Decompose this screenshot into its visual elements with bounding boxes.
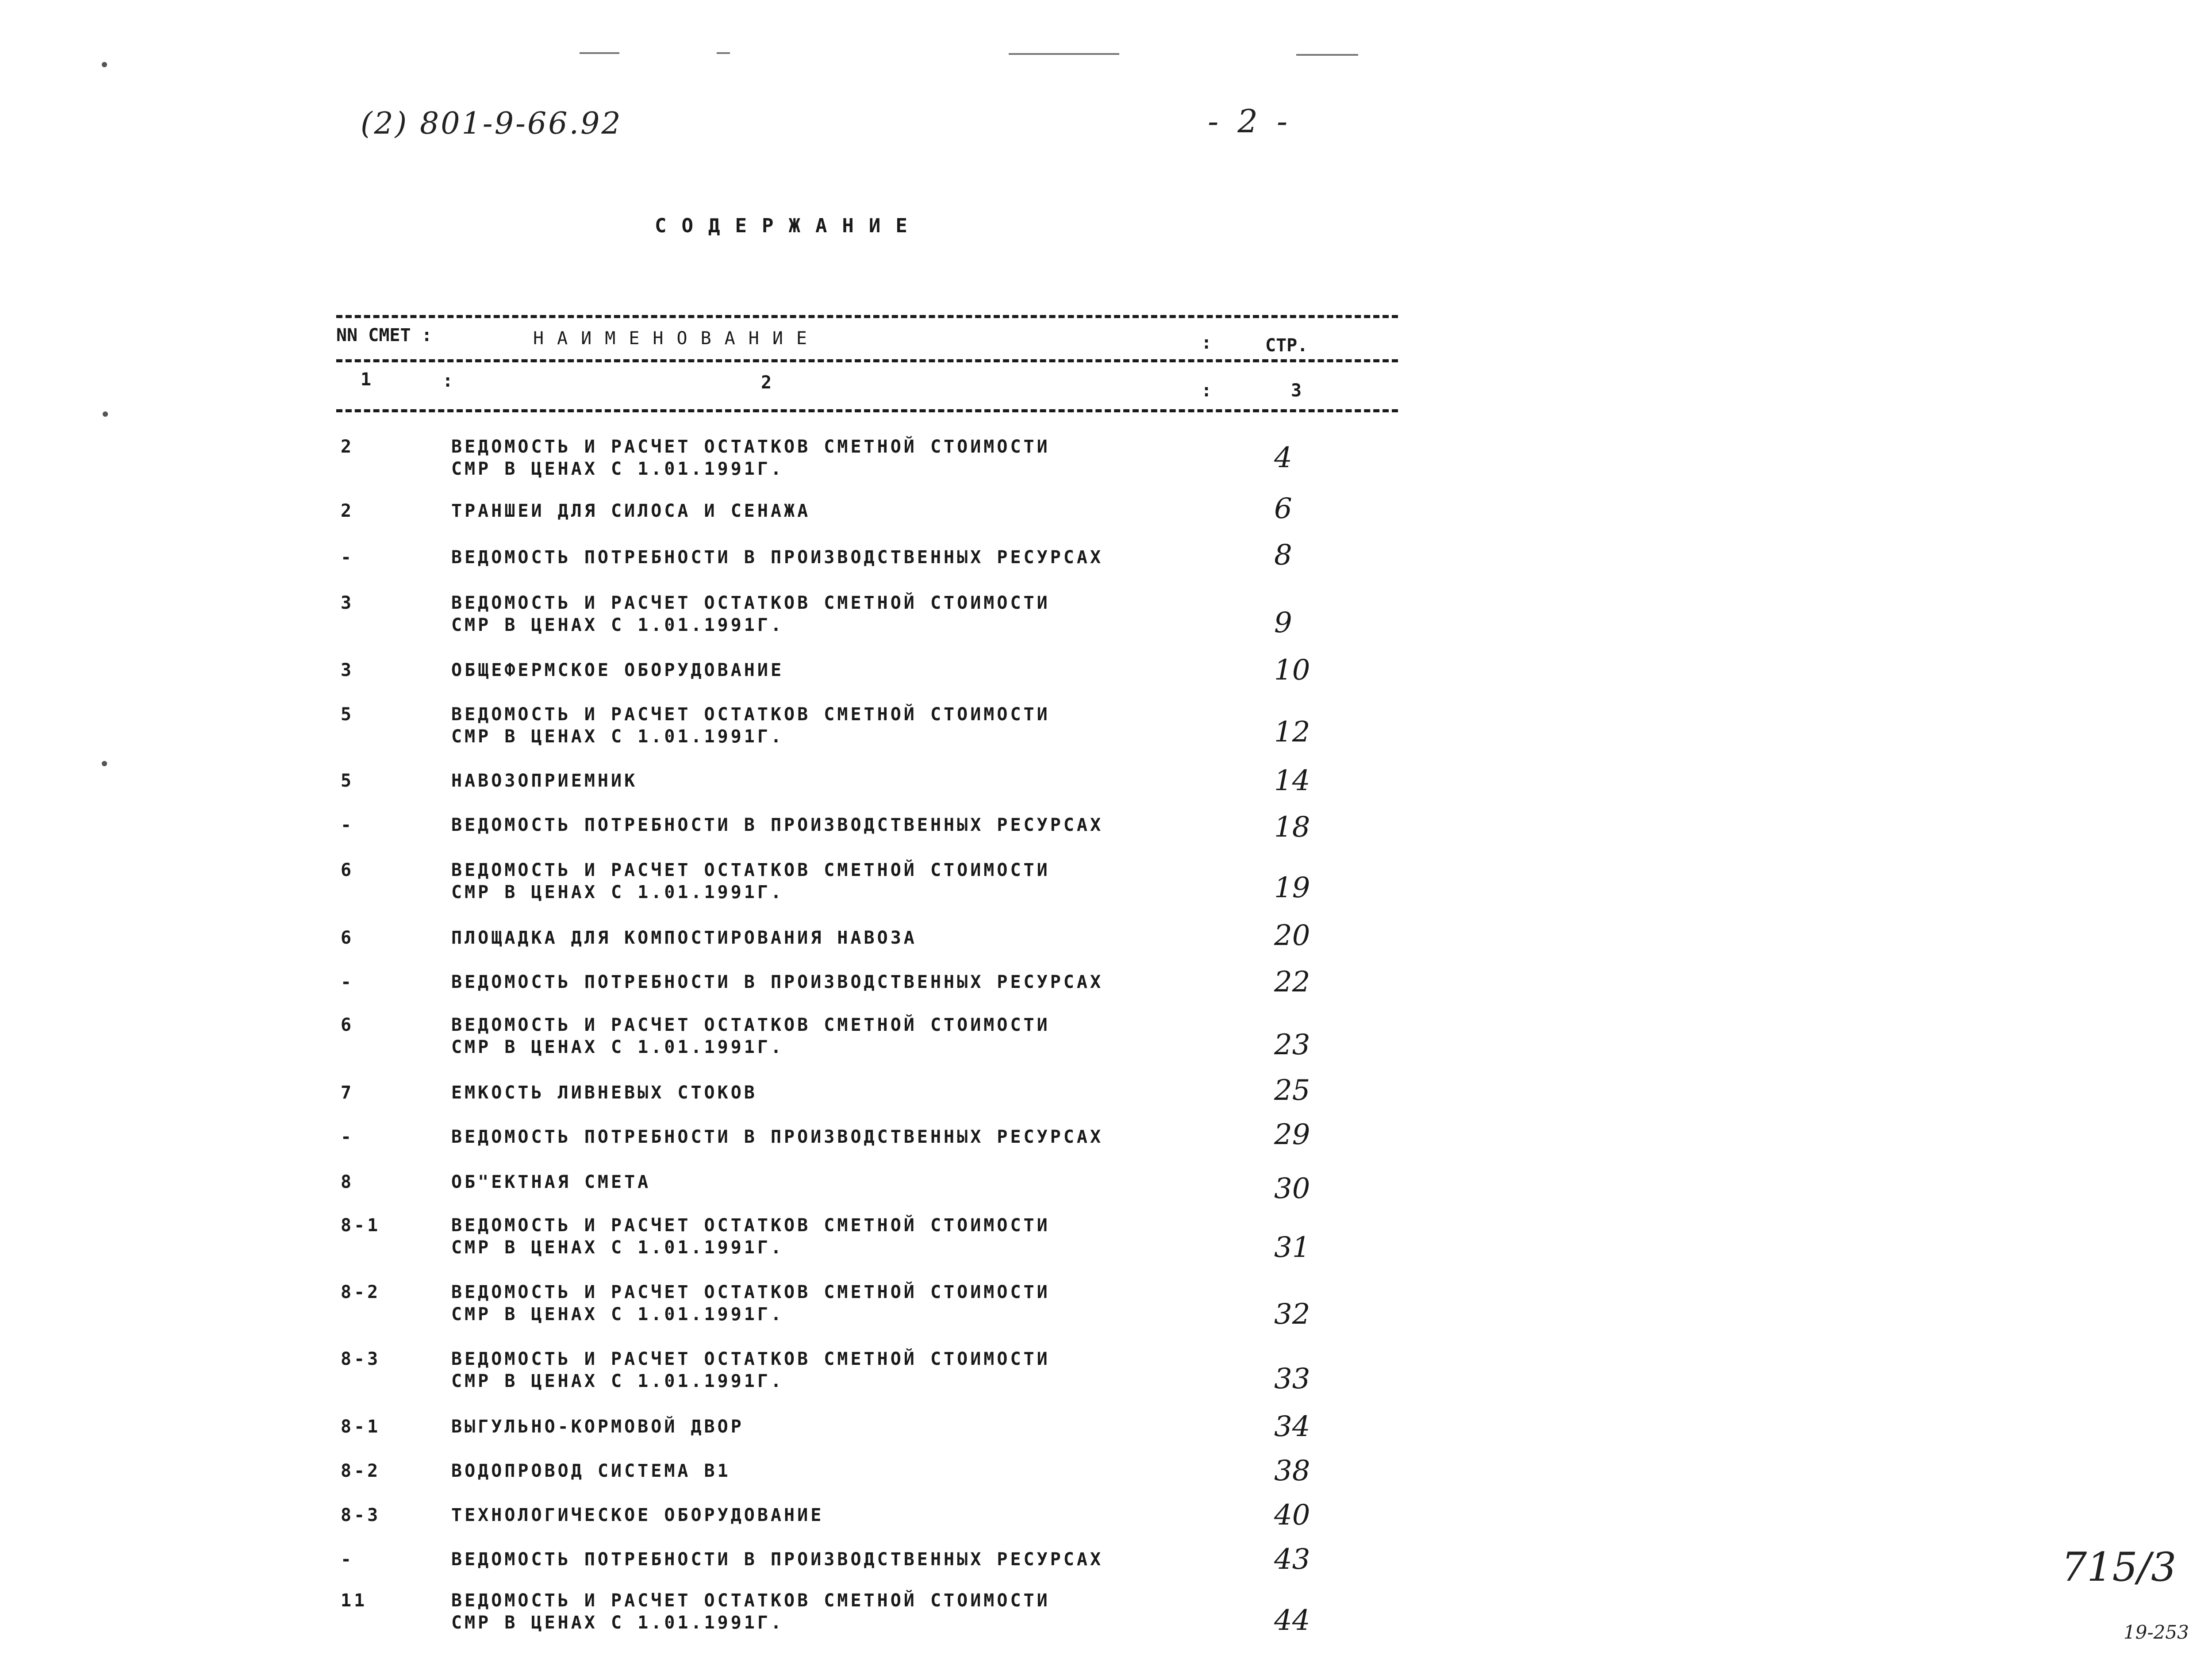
page-ref: 19: [1274, 872, 1310, 904]
page-title: СОДЕРЖАНИЕ: [655, 215, 922, 237]
item-name: ОБЩЕФЕРМСКОЕ ОБОРУДОВАНИЕ: [451, 660, 784, 680]
item-name: ЕМКОСТЬ ЛИВНЕВЫХ СТОКОВ: [451, 1083, 757, 1103]
page-ref: 44: [1274, 1604, 1310, 1637]
scan-speck: [102, 761, 107, 766]
estimate-number: 8-3: [341, 1349, 381, 1369]
estimate-number: 8-2: [341, 1461, 381, 1481]
item-name: ВЫГУЛЬНО-КОРМОВОЙ ДВОР: [451, 1417, 744, 1437]
column-header-page: СТР.: [1265, 335, 1308, 356]
item-name: ПЛОЩАДКА ДЛЯ КОМПОСТИРОВАНИЯ НАВОЗА: [451, 928, 917, 948]
scan-dash: [1009, 53, 1119, 55]
item-name: ВЕДОМОСТЬ И РАСЧЕТ ОСТАТКОВ СМЕТНОЙ СТОИМОСТИ СМР В ЦЕНАХ С 1.01.1991Г.: [451, 1590, 1050, 1633]
item-name: НАВОЗОПРИЕМНИК: [451, 771, 638, 791]
page-ref: 34: [1274, 1410, 1310, 1443]
item-name: ОБ"ЕКТНАЯ СМЕТА: [451, 1172, 651, 1192]
column-number-3: 3: [1291, 380, 1302, 401]
page-ref: 22: [1274, 966, 1310, 999]
item-name: ВЕДОМОСТЬ ПОТРЕБНОСТИ В ПРОИЗВОДСТВЕННЫХ РЕСУРСАХ: [451, 1549, 1104, 1570]
estimate-number: 6: [341, 860, 354, 880]
item-name: ВЕДОМОСТЬ И РАСЧЕТ ОСТАТКОВ СМЕТНОЙ СТОИМОСТИ СМР В ЦЕНАХ С 1.01.1991Г.: [451, 860, 1050, 903]
scan-dash: [1296, 54, 1358, 56]
scan-dash: [717, 52, 730, 54]
page-ref: 6: [1274, 492, 1292, 525]
column-header-separator: :: [1201, 333, 1212, 353]
estimate-number: 8-3: [341, 1505, 381, 1525]
item-name: ТЕХНОЛОГИЧЕСКОЕ ОБОРУДОВАНИЕ: [451, 1505, 824, 1525]
scan-speck: [102, 62, 107, 67]
item-name: ВЕДОМОСТЬ И РАСЧЕТ ОСТАТКОВ СМЕТНОЙ СТОИМОСТИ СМР В ЦЕНАХ С 1.01.1991Г.: [451, 593, 1050, 635]
page-ref: 30: [1274, 1172, 1310, 1205]
page-ref: 32: [1274, 1298, 1310, 1331]
table-rule-bottom: [336, 409, 1398, 412]
estimate-number: -: [341, 815, 354, 835]
page-ref: 8: [1274, 539, 1292, 572]
document-code: (2) 801-9-66.92: [361, 106, 622, 141]
estimate-number: 6: [341, 928, 354, 948]
page-ref: 25: [1274, 1074, 1310, 1107]
page-number: - 2 -: [1208, 103, 1292, 140]
estimate-number: 5: [341, 704, 354, 725]
estimate-number: 7: [341, 1083, 354, 1103]
item-name: ВОДОПРОВОД СИСТЕМА В1: [451, 1461, 731, 1481]
estimate-number: -: [341, 1549, 354, 1570]
page-ref: 33: [1274, 1363, 1310, 1395]
estimate-number: 8-2: [341, 1282, 381, 1302]
page-ref: 9: [1274, 607, 1292, 639]
column-number-1: 1: [361, 369, 372, 390]
item-name: ВЕДОМОСТЬ ПОТРЕБНОСТИ В ПРОИЗВОДСТВЕННЫХ РЕСУРСАХ: [451, 547, 1104, 568]
column-header-name: НАИМЕНОВАНИЕ: [533, 328, 820, 349]
estimate-number: -: [341, 1127, 354, 1147]
estimate-number: 2: [341, 501, 354, 521]
item-name: ВЕДОМОСТЬ И РАСЧЕТ ОСТАТКОВ СМЕТНОЙ СТОИМОСТИ СМР В ЦЕНАХ С 1.01.1991Г.: [451, 1215, 1050, 1258]
item-name: ВЕДОМОСТЬ ПОТРЕБНОСТИ В ПРОИЗВОДСТВЕННЫХ РЕСУРСАХ: [451, 972, 1104, 992]
estimate-number: -: [341, 547, 354, 568]
page-ref: 10: [1274, 654, 1310, 687]
estimate-number: 8: [341, 1172, 354, 1192]
item-name: ТРАНШЕИ ДЛЯ СИЛОСА И СЕНАЖА: [451, 501, 811, 521]
column-number-2: 2: [761, 373, 772, 393]
column-number-separator: :: [442, 371, 453, 391]
page-ref: 14: [1274, 764, 1310, 797]
estimate-number: 8-1: [341, 1215, 381, 1236]
column-number-separator: :: [1201, 380, 1212, 401]
page-ref: 29: [1274, 1118, 1310, 1151]
page-ref: 38: [1274, 1455, 1310, 1487]
page-ref: 31: [1274, 1231, 1310, 1264]
table-rule-middle: [336, 359, 1398, 362]
page-ref: 18: [1274, 811, 1310, 844]
estimate-number: 2: [341, 437, 354, 457]
page-ref: 40: [1274, 1499, 1310, 1532]
estimate-number: 5: [341, 771, 354, 791]
item-name: ВЕДОМОСТЬ И РАСЧЕТ ОСТАТКОВ СМЕТНОЙ СТОИМОСТИ СМР В ЦЕНАХ С 1.01.1991Г.: [451, 1282, 1050, 1325]
item-name: ВЕДОМОСТЬ ПОТРЕБНОСТИ В ПРОИЗВОДСТВЕННЫХ РЕСУРСАХ: [451, 815, 1104, 835]
estimate-number: 11: [341, 1590, 368, 1611]
archive-stamp-sub: 19-253: [2124, 1621, 2189, 1643]
estimate-number: 3: [341, 660, 354, 680]
item-name: ВЕДОМОСТЬ И РАСЧЕТ ОСТАТКОВ СМЕТНОЙ СТОИМОСТИ СМР В ЦЕНАХ С 1.01.1991Г.: [451, 704, 1050, 747]
page-ref: 23: [1274, 1029, 1310, 1061]
item-name: ВЕДОМОСТЬ И РАСЧЕТ ОСТАТКОВ СМЕТНОЙ СТОИМОСТИ СМР В ЦЕНАХ С 1.01.1991Г.: [451, 1349, 1050, 1391]
item-name: ВЕДОМОСТЬ И РАСЧЕТ ОСТАТКОВ СМЕТНОЙ СТОИМОСТИ СМР В ЦЕНАХ С 1.01.1991Г.: [451, 1015, 1050, 1057]
page-ref: 43: [1274, 1543, 1310, 1576]
page-ref: 4: [1274, 442, 1292, 474]
item-name: ВЕДОМОСТЬ ПОТРЕБНОСТИ В ПРОИЗВОДСТВЕННЫХ РЕСУРСАХ: [451, 1127, 1104, 1147]
estimate-number: -: [341, 972, 354, 992]
archive-stamp: 715/3: [2062, 1544, 2177, 1590]
estimate-number: 6: [341, 1015, 354, 1035]
estimate-number: 8-1: [341, 1417, 381, 1437]
page-ref: 12: [1274, 716, 1310, 749]
page-ref: 20: [1274, 919, 1310, 952]
item-name: ВЕДОМОСТЬ И РАСЧЕТ ОСТАТКОВ СМЕТНОЙ СТОИМОСТИ СМР В ЦЕНАХ С 1.01.1991Г.: [451, 437, 1050, 479]
scan-dash: [580, 52, 619, 54]
table-rule-top: [336, 315, 1398, 318]
scan-speck: [103, 411, 108, 417]
column-header-number: NN СМЕТ :: [336, 325, 432, 346]
estimate-number: 3: [341, 593, 354, 613]
